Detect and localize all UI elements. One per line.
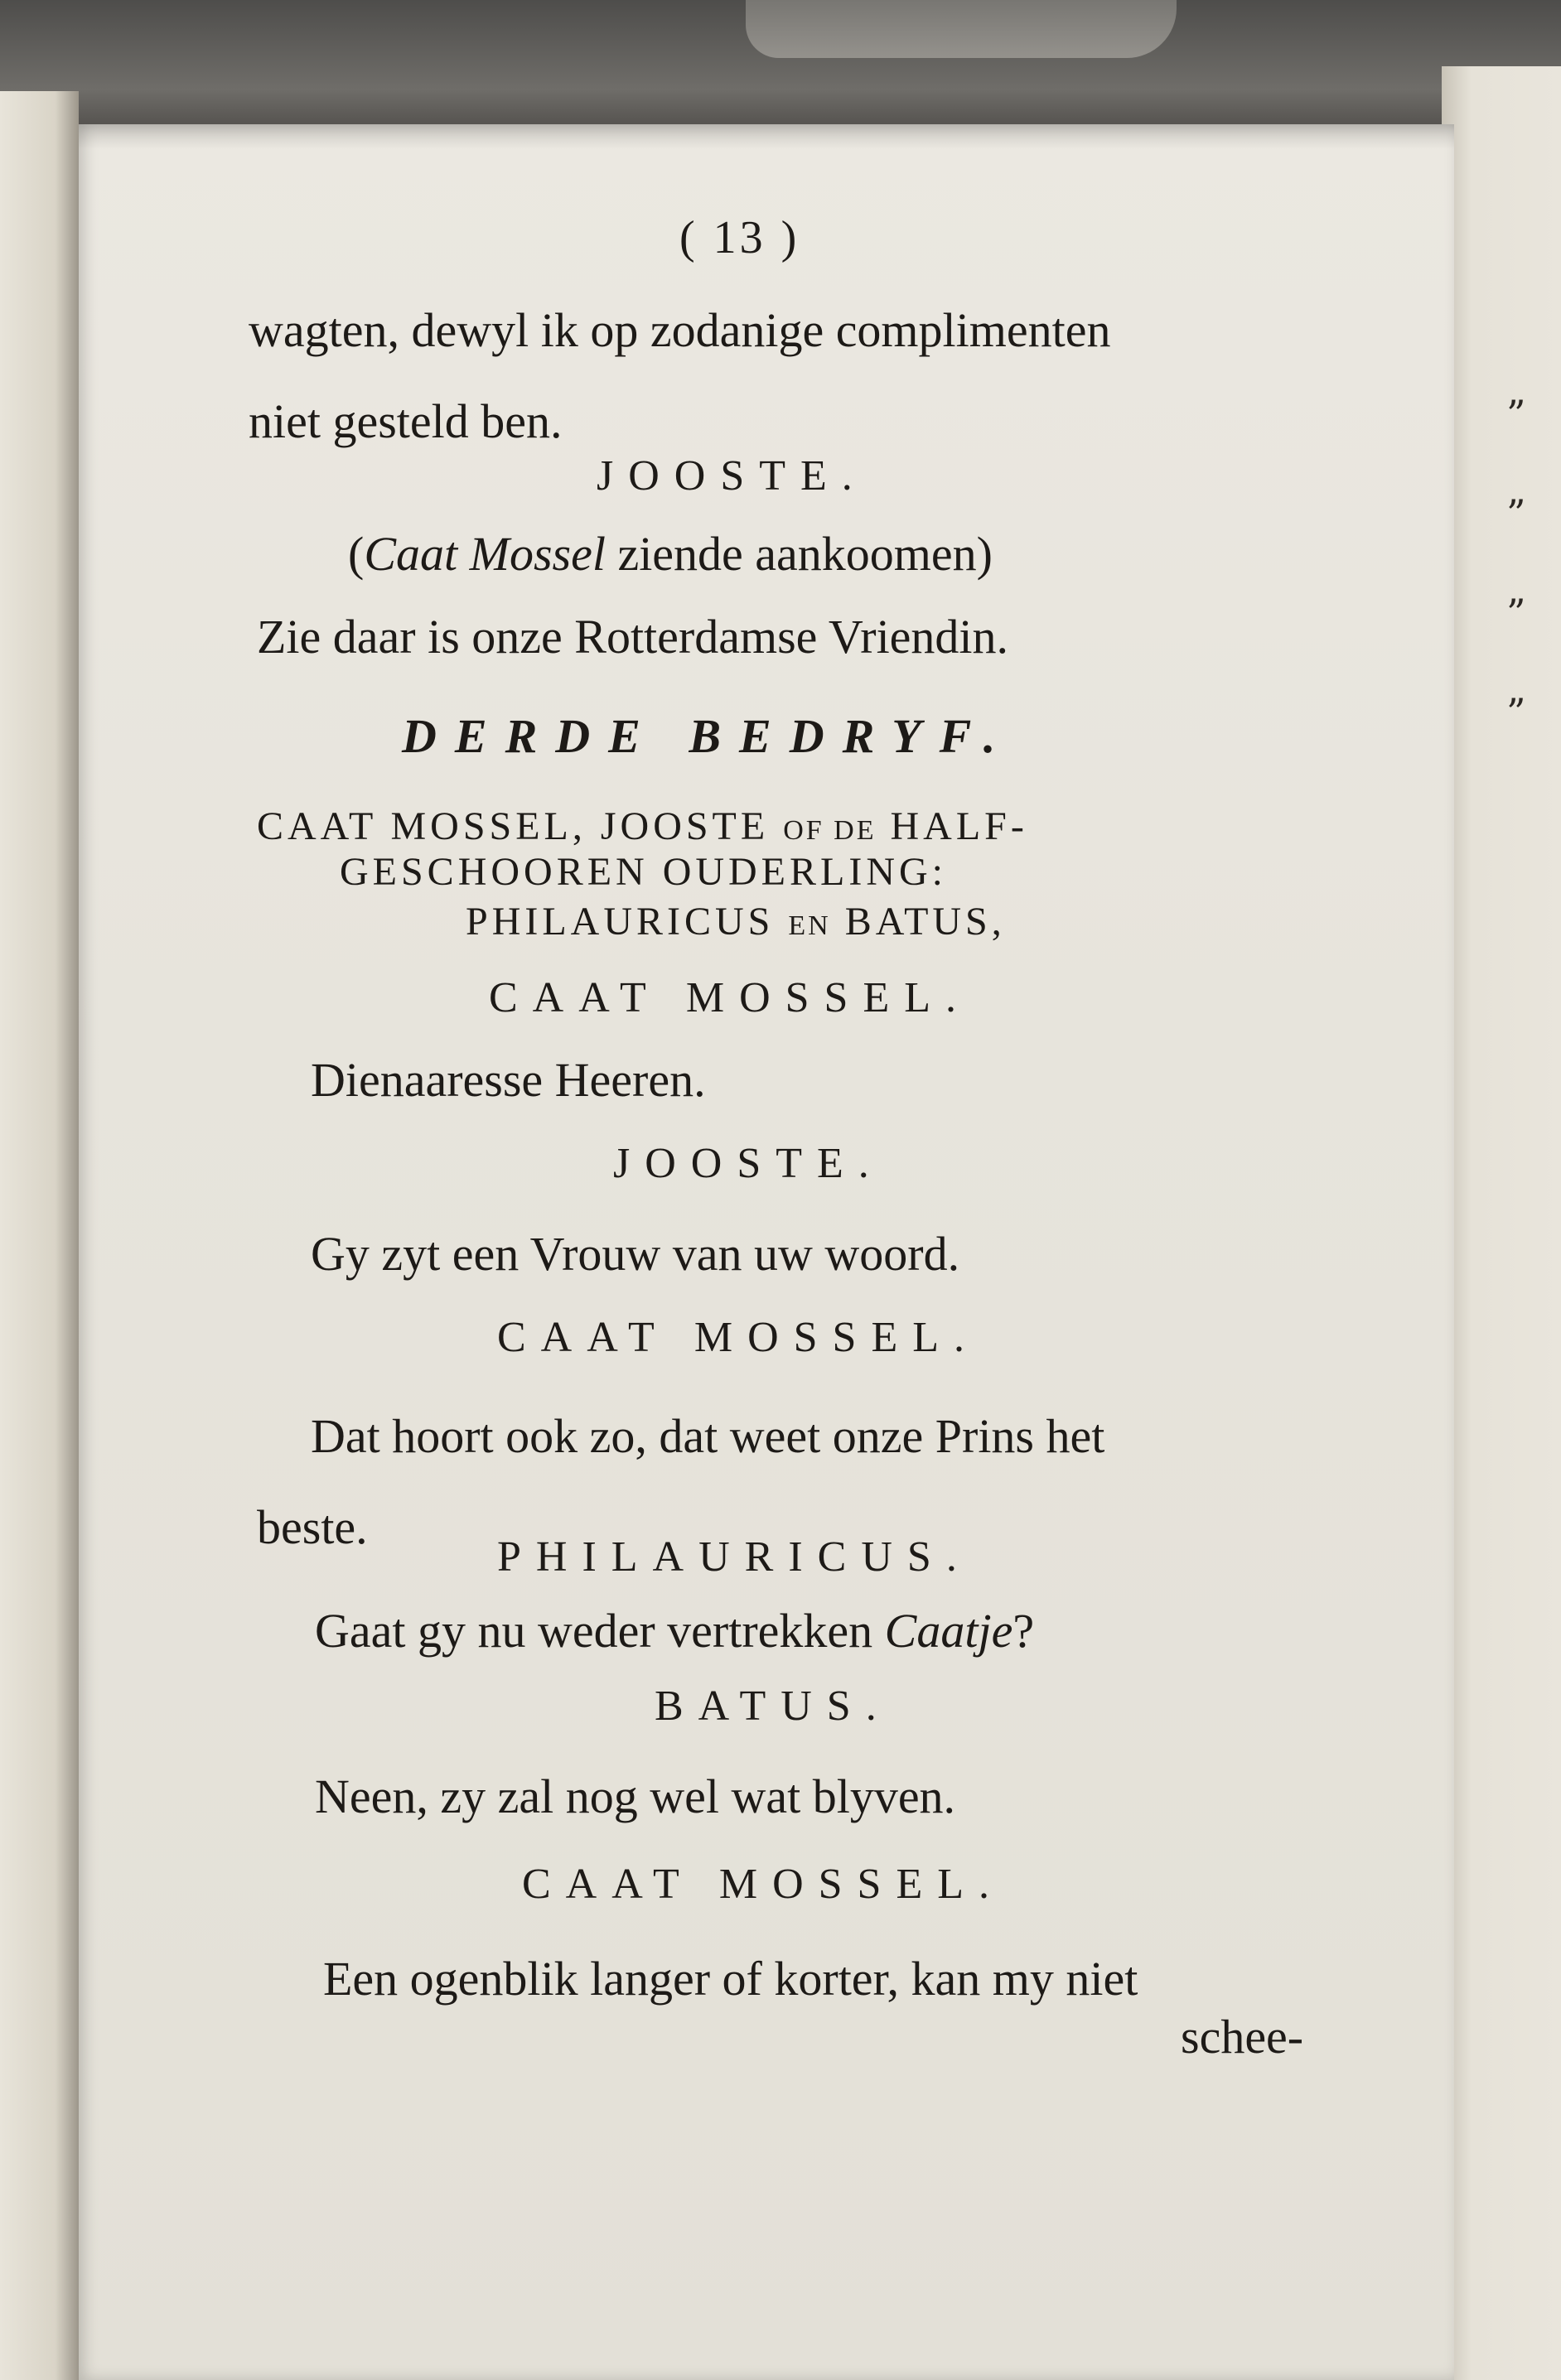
page-top-shadow [79, 124, 1454, 149]
speaker-heading: JOOSTE. [613, 1140, 884, 1187]
text-line: Een ogenblik langer of korter, kan my niet [323, 1952, 1138, 2006]
speaker-heading: PHILAURICUS. [497, 1533, 972, 1581]
cast-text: HALF- [876, 804, 1028, 848]
text-line [315, 1603, 1034, 1658]
cast-connector: OF DE [783, 815, 877, 846]
text-line: Dienaaresse Heeren. [311, 1053, 706, 1107]
cast-text: BATUS, [830, 900, 1006, 944]
text-line: wagten, dewyl ik op zodanige complimenten [249, 303, 1111, 357]
stage-paren: ( [348, 527, 365, 581]
page-number: ( 13 ) [679, 212, 800, 263]
text-line: Zie daar is onze Rotterdamse Vriendin. [257, 610, 1009, 664]
text-line: niet gesteld ben. [249, 394, 563, 448]
cast-list-line: GESCHOOREN OUDERLING: [340, 850, 947, 894]
scene-title: DERDE BEDRYF. [402, 709, 1014, 763]
text-line: Gy zyt een Vrouw van uw woord. [311, 1227, 960, 1281]
speaker-heading: CAAT MOSSEL. [489, 974, 972, 1021]
text-line: Dat hoort ook zo, dat weet onze Prins het [311, 1409, 1105, 1463]
cast-text: PHILAURICUS [466, 900, 789, 944]
right-mark: ” [1506, 690, 1526, 735]
text-line: beste. [257, 1500, 368, 1554]
text-line: Neen, zy zal nog wel wat blyven. [315, 1769, 956, 1823]
right-mark: ” [1506, 491, 1526, 536]
stage-text: ziende aankoomen) [605, 527, 993, 581]
speaker-heading: CAAT MOSSEL. [497, 1314, 980, 1361]
stage-direction [348, 526, 993, 582]
text-run: Gaat gy nu weder vertrekken [315, 1604, 885, 1658]
right-mark: ” [1506, 591, 1526, 635]
cast-list-line [257, 804, 1028, 849]
stage-character-name: Caat Mossel [364, 527, 606, 581]
right-page-quote-marks [1506, 364, 1556, 762]
cloth-fold [746, 0, 1177, 58]
cast-connector: EN [788, 910, 831, 941]
catchword: schee- [1181, 2010, 1304, 2064]
cast-text: CAAT MOSSEL, JOOSTE [257, 804, 784, 848]
right-mark: ” [1506, 392, 1526, 437]
cast-list-line [466, 899, 1006, 944]
speaker-heading: JOOSTE. [597, 452, 867, 500]
text-run-italic: Caatje [884, 1604, 1013, 1658]
text-run: ? [1012, 1604, 1035, 1658]
left-facing-page-edge [0, 91, 79, 2380]
speaker-heading: BATUS. [655, 1682, 892, 1730]
speaker-heading: CAAT MOSSEL. [522, 1861, 1005, 1908]
